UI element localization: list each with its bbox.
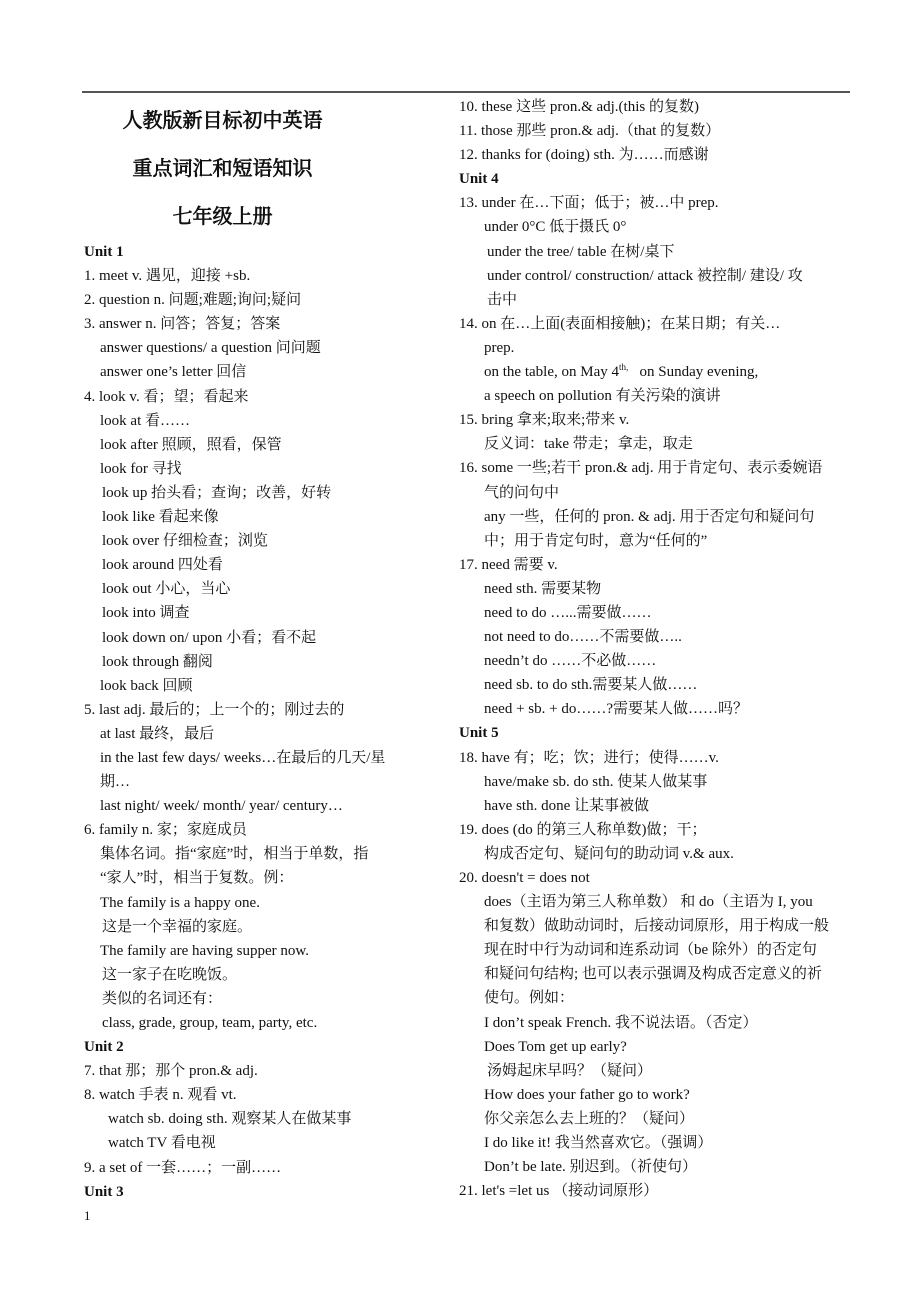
vocab-line	[459, 553, 854, 577]
right-column	[459, 95, 854, 1203]
vocab-line	[84, 818, 424, 842]
line-text: The family are having supper now.	[100, 942, 309, 959]
line-text: look down on/ upon 小看；看不起	[102, 629, 317, 646]
doc-subtitle: 重点词汇和短语知识	[132, 158, 313, 180]
vocab-line	[459, 240, 854, 264]
line-text: 20. doesn't = does not	[459, 870, 590, 886]
line-text: 21. let's =let us （接动词原形）	[459, 1183, 659, 1200]
line-text: I do like it! 我当然喜欢它。（强调）	[484, 1135, 713, 1152]
vocab-line	[459, 215, 854, 239]
line-text: look for 寻找	[100, 460, 182, 477]
line-text: watch TV 看电视	[108, 1135, 216, 1152]
line-text: 4. look v. 看；望；看起来	[84, 388, 249, 405]
line-text: I don’t speak French. 我不说法语。（否定）	[484, 1014, 758, 1031]
line-text: any 一些，任何的 pron. & adj. 用于否定句和疑问句	[484, 508, 815, 525]
vocab-line	[459, 1155, 854, 1179]
vocab-line	[84, 626, 424, 650]
vocab-line	[84, 794, 424, 818]
vocab-line	[459, 649, 854, 673]
line-text: look through 翻阅	[102, 653, 213, 670]
doc-title: 人教版新目标初中英语	[122, 110, 323, 132]
line-text: need + sb. + do……?需要某人做……吗？	[484, 701, 748, 718]
line-text: does（主语为第三人称单数） 和 do（主语为 I, you	[484, 894, 813, 911]
vocab-line	[459, 986, 854, 1010]
vocab-line	[459, 312, 854, 336]
vocab-line	[459, 1011, 854, 1035]
line-text: 你父亲怎么去上班的？（疑问）	[484, 1110, 695, 1127]
vocab-line	[84, 722, 424, 746]
vocab-line	[459, 866, 854, 890]
line-text: look over 仔细检查；浏览	[102, 533, 268, 550]
vocab-line	[459, 770, 854, 794]
line-text: under 0°C 低于摄氏 0°	[484, 219, 627, 236]
vocab-line	[459, 288, 854, 312]
line-text: 17. need 需要 v.	[459, 556, 558, 573]
line-text: look at 看……	[100, 412, 190, 429]
vocab-line	[84, 915, 424, 939]
line-text: 16. some 一些;若干 pron.& adj. 用于肯定句、表示委婉语	[459, 460, 823, 477]
left-column	[84, 240, 424, 1204]
line-text: prep.	[484, 339, 515, 356]
line-text: look out 小心，当心	[102, 581, 231, 598]
line-text: Unit 5	[459, 725, 499, 742]
line-text: under control/ construction/ attack 被控制/ 建设/ 攻	[487, 267, 803, 284]
vocab-line	[84, 866, 424, 890]
vocab-line	[84, 963, 424, 987]
line-text: look like 看起来像	[102, 509, 219, 526]
unit-heading	[459, 721, 854, 745]
line-text: class, grade, group, team, party, etc.	[102, 1015, 318, 1031]
vocab-line	[84, 1131, 424, 1155]
line-text: 类似的名词还有：	[102, 990, 223, 1007]
line-text: in the last few days/ weeks…在最后的几天/星	[100, 749, 386, 766]
line-text: have/make sb. do sth. 使某人做某事	[484, 773, 708, 790]
vocab-line	[459, 601, 854, 625]
vocab-line	[459, 1035, 854, 1059]
line-text: look into 调查	[102, 605, 190, 622]
line-text: Unit 1	[84, 244, 124, 260]
vocab-line	[459, 890, 854, 914]
line-text: 汤姆起床早吗？（疑问）	[487, 1062, 653, 1079]
header-rule	[82, 91, 850, 93]
vocab-line	[84, 529, 424, 553]
vocab-line	[459, 1131, 854, 1155]
vocab-line	[459, 529, 854, 553]
vocab-line	[459, 938, 854, 962]
vocab-line	[84, 457, 424, 481]
vocab-line	[459, 481, 854, 505]
vocab-line	[459, 360, 854, 384]
line-text: 14. on 在…上面(表面相接触)；在某日期；有关…	[459, 315, 781, 332]
vocab-line	[459, 408, 854, 432]
line-text: need sb. to do sth.需要某人做……	[484, 677, 698, 694]
vocab-line	[459, 697, 854, 721]
line-text: watch sb. doing sth. 观察某人在做某事	[108, 1111, 352, 1128]
vocab-line	[459, 95, 854, 119]
line-text: 5. last adj. 最后的；上一个的；刚过去的	[84, 701, 345, 718]
line-text: 1. meet v. 遇见，迎接 +sb.	[84, 268, 251, 285]
line-text: 18. have 有；吃；饮；进行；使得……v.	[459, 749, 719, 766]
vocab-line	[84, 409, 424, 433]
line-text-cont: on Sunday evening,	[628, 364, 759, 381]
vocab-line	[459, 384, 854, 408]
vocab-line	[84, 553, 424, 577]
vocab-line	[84, 360, 424, 384]
vocab-line	[84, 601, 424, 625]
line-text: “家人”时，相当于复数。例：	[100, 870, 294, 887]
vocab-line	[459, 625, 854, 649]
line-text: 使句。例如：	[484, 990, 575, 1007]
line-text: 中；用于肯定句时，意为“任何的”	[484, 532, 708, 549]
line-text: 集体名词。指“家庭”时，相当于单数，指	[100, 846, 369, 863]
vocab-line	[459, 577, 854, 601]
vocab-line	[84, 336, 424, 360]
line-text: Does Tom get up early?	[484, 1038, 627, 1055]
vocab-line	[84, 312, 424, 336]
line-text: Don’t be late. 别迟到。（祈使句）	[484, 1159, 698, 1176]
vocab-line	[84, 939, 424, 963]
vocab-line	[459, 1059, 854, 1083]
line-text: 8. watch 手表 n. 观看 vt.	[84, 1087, 237, 1104]
vocab-line	[84, 674, 424, 698]
vocab-line	[459, 143, 854, 167]
line-text: 反义词：take 带走；拿走，取走	[484, 436, 693, 453]
line-text: 击中	[487, 291, 518, 308]
unit-heading	[84, 1180, 424, 1204]
line-text: look up 抬头看；查询；改善，好转	[102, 484, 332, 501]
line-text: 这是一个幸福的家庭。	[102, 918, 253, 935]
vocab-line	[459, 794, 854, 818]
vocab-line	[84, 264, 424, 288]
unit-heading	[84, 240, 424, 264]
vocab-line	[459, 1107, 854, 1131]
line-text: The family is a happy one.	[100, 894, 260, 911]
vocab-line	[84, 891, 424, 915]
line-text: need sth. 需要某物	[484, 580, 602, 597]
line-text: 2. question n. 问题;难题;询问;疑问	[84, 292, 302, 309]
vocab-line	[84, 1011, 424, 1035]
line-text: under the tree/ table 在树/桌下	[487, 243, 675, 260]
line-text: How does your father go to work?	[484, 1086, 690, 1103]
unit-heading	[459, 167, 854, 191]
line-text: 期…	[100, 774, 131, 791]
vocab-line	[84, 987, 424, 1011]
line-text: look around 四处看	[102, 557, 223, 574]
line-text: need to do …...需要做……	[484, 604, 652, 621]
vocab-line	[84, 698, 424, 722]
vocab-line	[459, 456, 854, 480]
vocab-line	[459, 914, 854, 938]
line-text: last night/ week/ month/ year/ century…	[100, 798, 343, 815]
line-text: on the table, on May 4	[484, 364, 619, 381]
vocab-line	[84, 577, 424, 601]
line-text: 和疑问句结构; 也可以表示强调及构成否定意义的祈	[484, 966, 822, 983]
line-text: 13. under 在…下面；低于；被…中 prep.	[459, 195, 719, 212]
superscript: th,	[618, 362, 629, 373]
unit-heading	[84, 1035, 424, 1059]
line-text: 9. a set of 一套……；一副……	[84, 1159, 282, 1176]
line-text: 12. thanks for (doing) sth. 为……而感谢	[459, 147, 709, 164]
line-text: 19. does (do 的第三人称单数)做；干；	[459, 821, 707, 838]
vocab-line	[459, 1083, 854, 1107]
line-text: 和复数）做助动词时，后接动词原形，用于构成一般	[484, 918, 830, 935]
vocab-line	[84, 842, 424, 866]
line-text: 构成否定句、疑问句的助动词 v.& aux.	[484, 845, 734, 862]
vocab-line	[84, 433, 424, 457]
vocab-line	[84, 1107, 424, 1131]
vocab-line	[459, 962, 854, 986]
line-text: 这一家子在吃晚饭。	[102, 966, 238, 983]
line-text: Unit 2	[84, 1039, 124, 1056]
line-text: 6. family n. 家；家庭成员	[84, 822, 247, 839]
vocab-line	[459, 673, 854, 697]
vocab-line	[84, 288, 424, 312]
vocab-line	[84, 1083, 424, 1107]
line-text: a speech on pollution 有关污染的演讲	[484, 388, 721, 405]
vocab-line	[84, 1156, 424, 1180]
line-text: 10. these 这些 pron.& adj.(this 的复数)	[459, 99, 699, 115]
vocab-line	[459, 264, 854, 288]
line-text: answer questions/ a question 问问题	[100, 340, 321, 357]
vocab-line	[459, 818, 854, 842]
line-text: answer one’s letter 回信	[100, 364, 247, 381]
doc-grade: 七年级上册	[172, 206, 273, 228]
vocab-line	[84, 746, 424, 770]
line-text: have sth. done 让某事被做	[484, 797, 649, 814]
vocab-line	[84, 481, 424, 505]
line-text: Unit 3	[84, 1183, 124, 1200]
page-number: 1	[84, 1208, 91, 1223]
line-text: 气的问句中	[484, 484, 560, 501]
line-text: look after 照顾，照看，保管	[100, 436, 282, 453]
vocab-line	[459, 505, 854, 529]
vocab-line	[84, 505, 424, 529]
line-text: 3. answer n. 问答；答复；答案	[84, 316, 281, 333]
vocab-line	[459, 1179, 854, 1203]
line-text: not need to do……不需要做…..	[484, 629, 682, 646]
vocab-line	[459, 119, 854, 143]
line-text: 15. bring 拿来;取来;带来 v.	[459, 412, 630, 429]
line-text: Unit 4	[459, 171, 499, 188]
line-text: 7. that 那；那个 pron.& adj.	[84, 1063, 258, 1080]
vocab-line	[459, 432, 854, 456]
vocab-line	[459, 746, 854, 770]
vocab-line	[84, 650, 424, 674]
vocab-line	[84, 385, 424, 409]
line-text: 现在时中行为动词和连系动词（be 除外）的否定句	[484, 942, 817, 959]
vocab-line	[459, 842, 854, 866]
line-text: at last 最终，最后	[100, 725, 215, 742]
vocab-line	[84, 770, 424, 794]
vocab-line	[84, 1059, 424, 1083]
vocab-line	[459, 336, 854, 360]
vocab-line	[459, 191, 854, 215]
line-text: needn’t do ……不必做……	[484, 653, 657, 670]
line-text: look back 回顾	[100, 677, 193, 694]
line-text: 11. those 那些 pron.& adj.（that 的复数）	[459, 123, 721, 140]
